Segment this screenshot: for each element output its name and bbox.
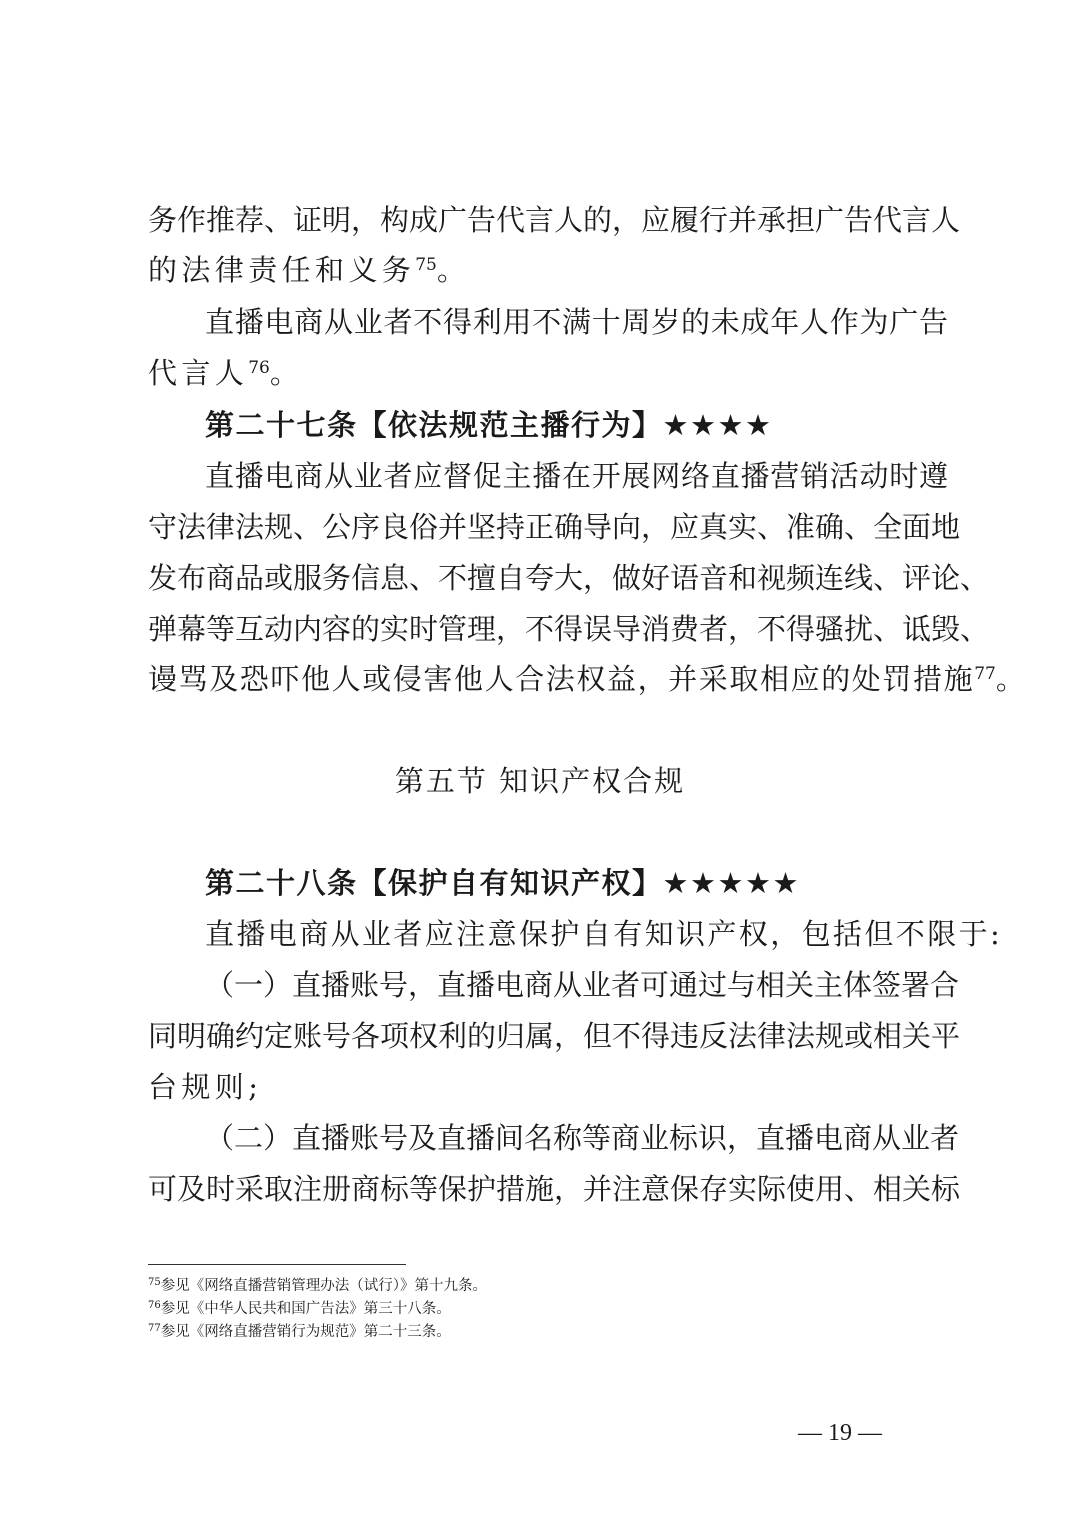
body-line-14: （一）直播账号，直播电商从业者可通过与相关主体签署合 [205, 968, 960, 1002]
body-line-4-text: 代言人 [148, 356, 249, 390]
body-line-9: 弹幕等互动内容的实时管理，不得误导消费者，不得骚扰、诋毁、 [148, 612, 990, 646]
body-line-2-text: 的法律责任和义务 [148, 253, 416, 287]
section-5-title: 第五节 知识产权合规 [394, 764, 686, 798]
body-line-13: 直播电商从业者应注意保护自有知识产权，包括但不限于: [205, 917, 1003, 951]
body-line-4 [148, 355, 948, 391]
body-line-4-end: 。 [269, 356, 304, 390]
body-line-1: 务作推荐、证明，构成广告代言人的，应履行并承担广告代言人 [148, 203, 961, 237]
footnote-number: 77 [148, 1323, 161, 1334]
body-line-15: 同明确约定账号各项权利的归属，但不得违反法律法规或相关平 [148, 1019, 961, 1053]
body-line-2 [148, 252, 948, 288]
body-line-17: （二）直播账号及直播间名称等商业标识，直播电商从业者 [205, 1121, 960, 1155]
body-line-18: 可及时采取注册商标等保护措施，并注意保存实际使用、相关标 [148, 1172, 961, 1206]
body-line-6: 直播电商从业者应督促主播在开展网络直播营销活动时遵 [205, 459, 948, 493]
footnote-ref-76[interactable]: 76 [248, 358, 270, 378]
page-number: — 19 — [798, 1420, 882, 1446]
footnote-ref-75[interactable]: 75 [415, 255, 437, 275]
footnote-77 [148, 1322, 451, 1342]
body-line-16: 台规则; [148, 1070, 263, 1104]
body-line-7: 守法律法规、公序良俗并坚持正确导向，应真实、准确、全面地 [148, 510, 961, 544]
footnote-separator [148, 1264, 406, 1265]
body-line-10 [148, 661, 1027, 697]
article-27-heading: 第二十七条【依法规范主播行为】★★★★ [205, 408, 773, 442]
footnote-number: 76 [148, 1300, 161, 1311]
footnote-ref-77[interactable]: 77 [974, 664, 996, 684]
footnote-number: 75 [148, 1277, 161, 1288]
footnote-text: 参见《中华人民共和国广告法》第三十八条。 [160, 1301, 451, 1317]
footnote-text: 参见《网络直播营销行为规范》第二十三条。 [160, 1324, 451, 1340]
body-line-3: 直播电商从业者不得利用不满十周岁的未成年人作为广告 [205, 305, 948, 339]
body-line-8: 发布商品或服务信息、不擅自夸大，做好语音和视频连线、评论、 [148, 561, 990, 595]
body-line-2-end: 。 [436, 253, 471, 287]
article-28-heading: 第二十八条【保护自有知识产权】★★★★★ [205, 866, 800, 900]
footnote-text: 参见《网络直播营销管理办法（试行）》第十九条。 [160, 1278, 487, 1294]
body-line-10-end: 。 [995, 662, 1027, 696]
footnote-75 [148, 1276, 487, 1296]
footnote-76 [148, 1299, 451, 1319]
body-line-10-text: 谩骂及恐吓他人或侵害他人合法权益，并采取相应的处罚措施 [148, 662, 975, 696]
